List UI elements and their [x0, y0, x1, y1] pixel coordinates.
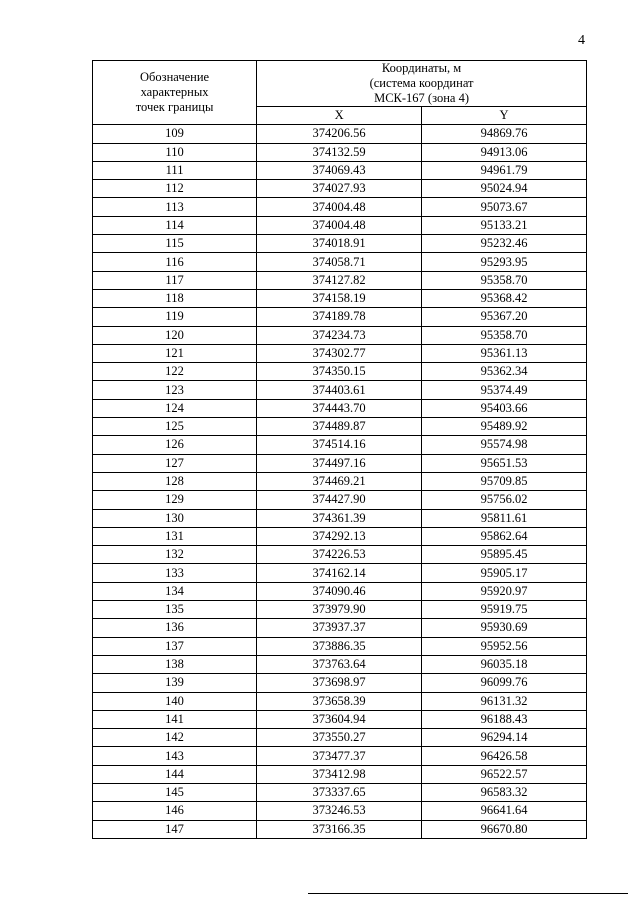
point-cell: 131: [93, 527, 257, 545]
table-row: [93, 308, 587, 326]
point-cell: 115: [93, 235, 257, 253]
y-coordinate-cell: 95895.45: [422, 546, 587, 564]
point-cell: 138: [93, 655, 257, 673]
y-coordinate-cell: 95574.98: [422, 436, 587, 454]
x-coordinate-cell: 374158.19: [257, 289, 422, 307]
table-row: [93, 253, 587, 271]
table-row: [93, 674, 587, 692]
x-coordinate-cell: 374226.53: [257, 546, 422, 564]
y-coordinate-cell: 95811.61: [422, 509, 587, 527]
x-coordinate-cell: 374162.14: [257, 564, 422, 582]
y-coordinate-cell: 95361.13: [422, 344, 587, 362]
point-cell: 128: [93, 472, 257, 490]
y-coordinate-cell: 96641.64: [422, 802, 587, 820]
header-coordinates: [257, 61, 587, 107]
page-number: 4: [578, 33, 585, 48]
y-coordinate-cell: 96670.80: [422, 820, 587, 838]
y-coordinate-cell: 95293.95: [422, 253, 587, 271]
table-row: [93, 289, 587, 307]
table-row: [93, 601, 587, 619]
y-coordinate-cell: 95709.85: [422, 472, 587, 490]
point-cell: 144: [93, 765, 257, 783]
table-row: [93, 637, 587, 655]
y-coordinate-cell: 95489.92: [422, 418, 587, 436]
y-coordinate-cell: 96131.32: [422, 692, 587, 710]
y-coordinate-cell: 96188.43: [422, 710, 587, 728]
table-row: [93, 125, 587, 143]
table-row: [93, 363, 587, 381]
x-coordinate-cell: 373337.65: [257, 783, 422, 801]
y-coordinate-cell: 95919.75: [422, 601, 587, 619]
y-coordinate-cell: 95358.70: [422, 326, 587, 344]
y-coordinate-cell: 95952.56: [422, 637, 587, 655]
point-cell: 132: [93, 546, 257, 564]
point-cell: 114: [93, 216, 257, 234]
point-cell: 124: [93, 399, 257, 417]
x-coordinate-cell: 373886.35: [257, 637, 422, 655]
point-cell: 126: [93, 436, 257, 454]
x-coordinate-cell: 373412.98: [257, 765, 422, 783]
header-designation: [93, 61, 257, 125]
point-cell: 141: [93, 710, 257, 728]
table-row: [93, 436, 587, 454]
point-cell: 129: [93, 491, 257, 509]
footer-rule: [308, 893, 628, 894]
table-row: [93, 692, 587, 710]
x-coordinate-cell: 374189.78: [257, 308, 422, 326]
table-row: [93, 418, 587, 436]
x-coordinate-cell: 373698.97: [257, 674, 422, 692]
table-row: [93, 161, 587, 179]
point-cell: 145: [93, 783, 257, 801]
table-row: [93, 619, 587, 637]
y-coordinate-cell: 94913.06: [422, 143, 587, 161]
y-coordinate-cell: 95133.21: [422, 216, 587, 234]
x-coordinate-cell: 374361.39: [257, 509, 422, 527]
x-coordinate-cell: 374058.71: [257, 253, 422, 271]
x-coordinate-cell: 374292.13: [257, 527, 422, 545]
table-row: [93, 326, 587, 344]
table-row: [93, 344, 587, 362]
point-cell: 118: [93, 289, 257, 307]
point-cell: 116: [93, 253, 257, 271]
x-coordinate-cell: 374350.15: [257, 363, 422, 381]
x-coordinate-cell: 374206.56: [257, 125, 422, 143]
x-coordinate-cell: 374004.48: [257, 216, 422, 234]
table-row: [93, 216, 587, 234]
x-coordinate-cell: 374403.61: [257, 381, 422, 399]
table-row: [93, 180, 587, 198]
table-row: [93, 527, 587, 545]
point-cell: 122: [93, 363, 257, 381]
table-row: [93, 783, 587, 801]
point-cell: 139: [93, 674, 257, 692]
x-coordinate-cell: 373166.35: [257, 820, 422, 838]
point-cell: 121: [93, 344, 257, 362]
x-coordinate-cell: 373604.94: [257, 710, 422, 728]
header-row-1: [93, 61, 587, 107]
point-cell: 140: [93, 692, 257, 710]
point-cell: 146: [93, 802, 257, 820]
x-coordinate-cell: 374018.91: [257, 235, 422, 253]
point-cell: 125: [93, 418, 257, 436]
point-cell: 109: [93, 125, 257, 143]
x-coordinate-cell: 373550.27: [257, 729, 422, 747]
point-cell: 111: [93, 161, 257, 179]
y-coordinate-cell: 95367.20: [422, 308, 587, 326]
point-cell: 136: [93, 619, 257, 637]
point-cell: 112: [93, 180, 257, 198]
y-coordinate-cell: 95862.64: [422, 527, 587, 545]
point-cell: 120: [93, 326, 257, 344]
table-row: [93, 509, 587, 527]
x-coordinate-cell: 373246.53: [257, 802, 422, 820]
y-coordinate-cell: 95362.34: [422, 363, 587, 381]
table-row: [93, 198, 587, 216]
table-row: [93, 472, 587, 490]
header-coordinates-line: Координаты, м: [381, 61, 462, 75]
header-y: Y: [422, 107, 587, 125]
table-row: [93, 271, 587, 289]
point-cell: 133: [93, 564, 257, 582]
coordinates-table: [92, 60, 587, 839]
header-designation-line: точек границы: [135, 100, 214, 115]
y-coordinate-cell: 95073.67: [422, 198, 587, 216]
y-coordinate-cell: 96583.32: [422, 783, 587, 801]
point-cell: 135: [93, 601, 257, 619]
x-coordinate-cell: 374234.73: [257, 326, 422, 344]
y-coordinate-cell: 95368.42: [422, 289, 587, 307]
x-coordinate-cell: 374427.90: [257, 491, 422, 509]
x-coordinate-cell: 374514.16: [257, 436, 422, 454]
header-designation-line: характерных: [140, 85, 209, 100]
y-coordinate-cell: 95374.49: [422, 381, 587, 399]
y-coordinate-cell: 94961.79: [422, 161, 587, 179]
x-coordinate-cell: 373658.39: [257, 692, 422, 710]
x-coordinate-cell: 374069.43: [257, 161, 422, 179]
point-cell: 130: [93, 509, 257, 527]
table-row: [93, 235, 587, 253]
table-row: [93, 820, 587, 838]
point-cell: 123: [93, 381, 257, 399]
x-coordinate-cell: 373477.37: [257, 747, 422, 765]
table-header: [93, 61, 587, 125]
table-row: [93, 381, 587, 399]
y-coordinate-cell: 95905.17: [422, 564, 587, 582]
point-cell: 134: [93, 582, 257, 600]
point-cell: 119: [93, 308, 257, 326]
x-coordinate-cell: 374497.16: [257, 454, 422, 472]
table-row: [93, 765, 587, 783]
point-cell: 147: [93, 820, 257, 838]
point-cell: 137: [93, 637, 257, 655]
table-row: [93, 564, 587, 582]
table-body: [93, 125, 587, 839]
x-coordinate-cell: 374489.87: [257, 418, 422, 436]
header-designation-line: Обозначение: [140, 70, 210, 85]
y-coordinate-cell: 95403.66: [422, 399, 587, 417]
table-row: [93, 546, 587, 564]
y-coordinate-cell: 94869.76: [422, 125, 587, 143]
point-cell: 142: [93, 729, 257, 747]
table-row: [93, 454, 587, 472]
table-row: [93, 802, 587, 820]
y-coordinate-cell: 96294.14: [422, 729, 587, 747]
point-cell: 117: [93, 271, 257, 289]
table-row: [93, 729, 587, 747]
y-coordinate-cell: 95232.46: [422, 235, 587, 253]
x-coordinate-cell: 373979.90: [257, 601, 422, 619]
x-coordinate-cell: 374004.48: [257, 198, 422, 216]
x-coordinate-cell: 373763.64: [257, 655, 422, 673]
table-row: [93, 399, 587, 417]
table-row: [93, 582, 587, 600]
y-coordinate-cell: 95358.70: [422, 271, 587, 289]
x-coordinate-cell: 374469.21: [257, 472, 422, 490]
x-coordinate-cell: 374027.93: [257, 180, 422, 198]
table-row: [93, 710, 587, 728]
y-coordinate-cell: 96099.76: [422, 674, 587, 692]
y-coordinate-cell: 96522.57: [422, 765, 587, 783]
x-coordinate-cell: 374443.70: [257, 399, 422, 417]
header-coordinates-line: МСК-167 (зона 4): [374, 91, 469, 105]
header-coordinates-line: (система координат: [369, 76, 474, 90]
point-cell: 127: [93, 454, 257, 472]
table-row: [93, 655, 587, 673]
y-coordinate-cell: 95920.97: [422, 582, 587, 600]
header-x: X: [257, 107, 422, 125]
point-cell: 143: [93, 747, 257, 765]
table-row: [93, 491, 587, 509]
y-coordinate-cell: 95024.94: [422, 180, 587, 198]
point-cell: 113: [93, 198, 257, 216]
x-coordinate-cell: 374302.77: [257, 344, 422, 362]
y-coordinate-cell: 96426.58: [422, 747, 587, 765]
x-coordinate-cell: 374127.82: [257, 271, 422, 289]
y-coordinate-cell: 96035.18: [422, 655, 587, 673]
y-coordinate-cell: 95651.53: [422, 454, 587, 472]
table-row: [93, 747, 587, 765]
x-coordinate-cell: 374132.59: [257, 143, 422, 161]
x-coordinate-cell: 374090.46: [257, 582, 422, 600]
table-row: [93, 143, 587, 161]
y-coordinate-cell: 95756.02: [422, 491, 587, 509]
x-coordinate-cell: 373937.37: [257, 619, 422, 637]
y-coordinate-cell: 95930.69: [422, 619, 587, 637]
point-cell: 110: [93, 143, 257, 161]
